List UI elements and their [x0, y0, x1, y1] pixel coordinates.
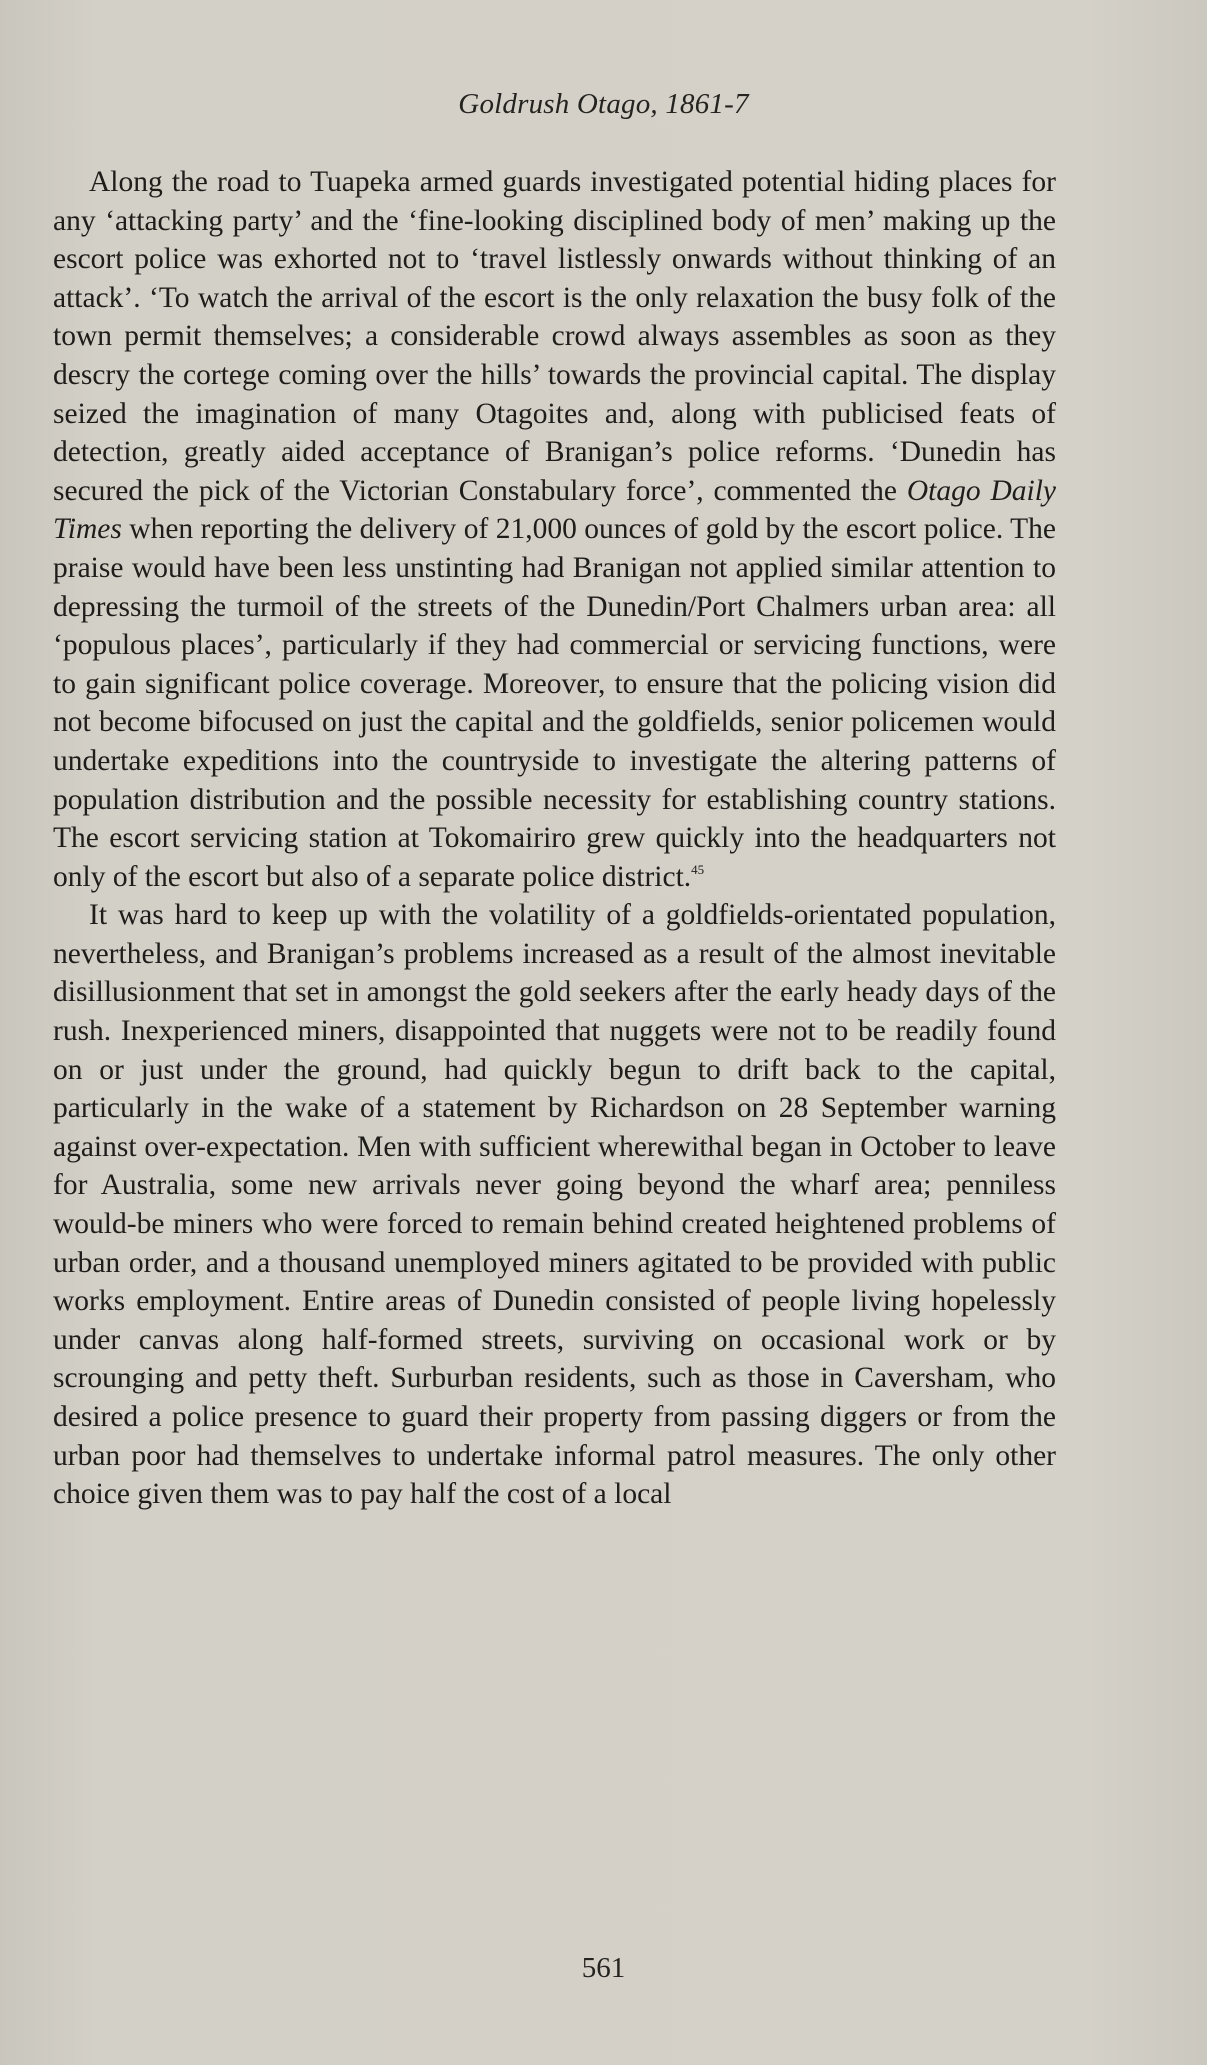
running-head: Goldrush Otago, 1861-7 — [458, 88, 749, 120]
paragraph-1-text-a: Along the road to Tuapeka armed guards investigated potential hiding places for any ‘attacking party’ and the ‘fine-looking disciplined body of men’ making up the escort police was exhorted not to ‘travel listlessly onwards without thinking of an attack’. ‘To watch the arrival of the escort is the only relaxation the busy folk of the town permit themselves; a considerable crowd always assembles as soon as they descry the cortege coming over the hills’ towards the provincial capital. The display seized the imagination of many Otagoites and, along with publicised feats of detection, greatly aided acceptance of Branigan’s police reforms. ‘Dunedin has secured the pick of the Victorian Constabulary force’, commented the — [53, 166, 1056, 507]
page-number: 561 — [581, 1952, 626, 1984]
paragraph-1-text-b: when reporting the delivery of 21,000 ounces of gold by the escort police. The praise would have been less unstinting had Branigan not applied similar attention to depressing the turmoil of the streets of the Dunedin/Port Chalmers urban area: all ‘populous places’, particularly if they had commercial or servicing functions, were to gain significant police coverage. Moreover, to ensure that the policing vision did not become bifocused on just the capital and the goldfields, senior policemen would undertake expeditions into the countryside to investigate the altering patterns of population distribution and the possible necessity for establishing country stations. The escort servicing station at Tokomairiro grew quickly into the headquarters not only of the escort but also of a separate police district. — [53, 513, 1056, 893]
paragraph-1 — [53, 163, 1056, 896]
body-text — [53, 163, 1056, 1514]
paragraph-2: It was hard to keep up with the volatility of a goldfields-orientated population, nevertheless, and Branigan’s problems increased as a result of the almost inevitable disillusionment that set in amongst the gold seekers after the early heady days of the rush. Inexperienced miners, disappointed that nuggets were not to be readily found on or just under the ground, had quickly begun to drift back to the capital, particularly in the wake of a statement by Richardson on 28 September warning against over-expectation. Men with sufficient wherewithal began in October to leave for Australia, some new arrivals never going beyond the wharf area; penniless would-be miners who were forced to remain behind created heightened problems of urban order, and a thousand unemployed miners agitated to be provided with public works employment. Entire areas of Dunedin consisted of people living hopelessly under canvas along half-formed streets, surviving on occasional work or by scrounging and petty theft. Surburban residents, such as those in Caversham, who desired a police presence to guard their property from passing diggers or from the urban poor had themselves to undertake informal patrol measures. The only other choice given them was to pay half the cost of a local — [53, 899, 1056, 1511]
newspaper-title: Otago Daily Times — [53, 474, 1056, 546]
footnote-marker[interactable]: 45 — [691, 861, 705, 877]
